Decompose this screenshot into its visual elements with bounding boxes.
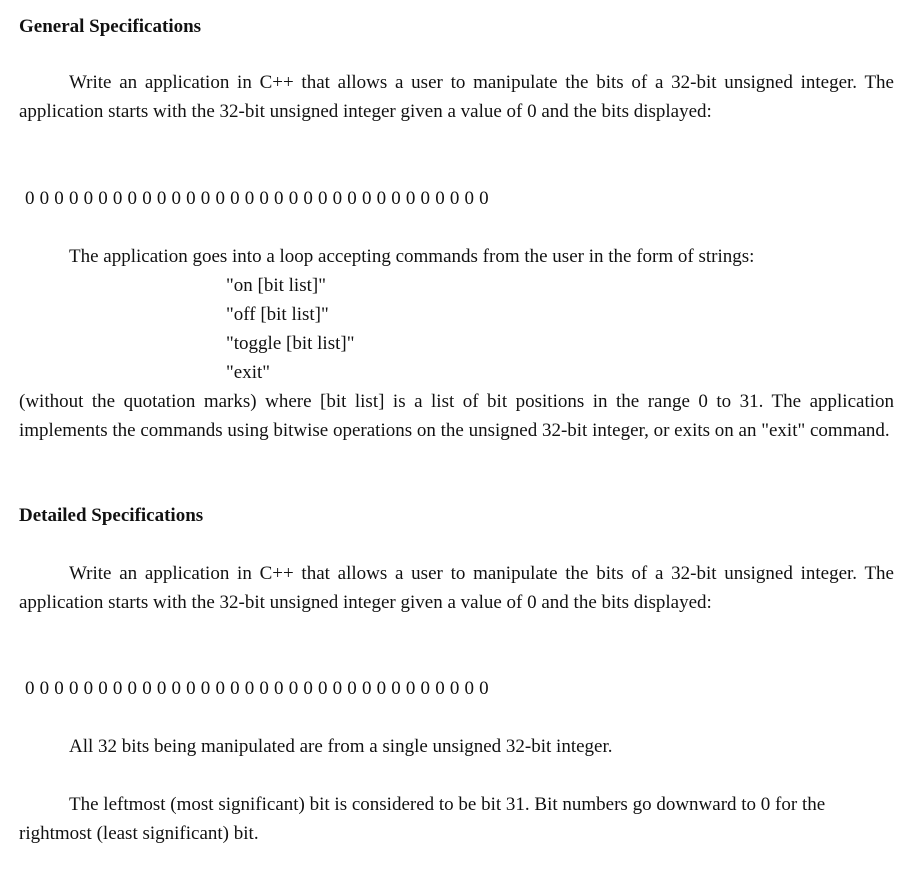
- detailed-specifications-heading: Detailed Specifications: [19, 505, 204, 526]
- loop-description: The application goes into a loop accepting commands from the user in the form of strings:: [69, 246, 755, 267]
- general-intro-paragraph: Write an application in C++ that allows a user to manipulate the bits of a 32-bit unsigned integer. The application starts with the 32-bit unsigned integer given a value of 0 and the bits displayed:: [19, 72, 894, 122]
- commands-explanation: (without the quotation marks) where [bit list] is a list of bit positions in the range 0 to 31. The application implements the commands using bitwise operations on the unsigned 32-bit integer, or exits on an "exit" command.: [19, 391, 894, 441]
- detailed-intro-paragraph: Write an application in C++ that allows a user to manipulate the bits of a 32-bit unsigned integer. The application starts with the 32-bit unsigned integer given a value of 0 and the bits displayed:: [19, 563, 894, 613]
- command-on: "on [bit list]": [226, 275, 326, 296]
- command-off: "off [bit list]": [226, 304, 329, 325]
- general-specifications-heading: General Specifications: [19, 16, 202, 37]
- single-integer-paragraph: All 32 bits being manipulated are from a single unsigned 32-bit integer.: [69, 736, 613, 757]
- command-exit: "exit": [226, 362, 271, 383]
- bit-numbering-paragraph: The leftmost (most significant) bit is considered to be bit 31. Bit numbers go downward to 0 for the rightmost (least significant) bit.: [19, 794, 826, 844]
- general-bits-display: 0 0 0 0 0 0 0 0 0 0 0 0 0 0 0 0 0 0 0 0 0 0 0 0 0 0 0 0 0 0 0 0: [25, 188, 489, 209]
- command-toggle: "toggle [bit list]": [226, 333, 355, 354]
- detailed-bits-display: 0 0 0 0 0 0 0 0 0 0 0 0 0 0 0 0 0 0 0 0 0 0 0 0 0 0 0 0 0 0 0 0: [25, 678, 489, 699]
